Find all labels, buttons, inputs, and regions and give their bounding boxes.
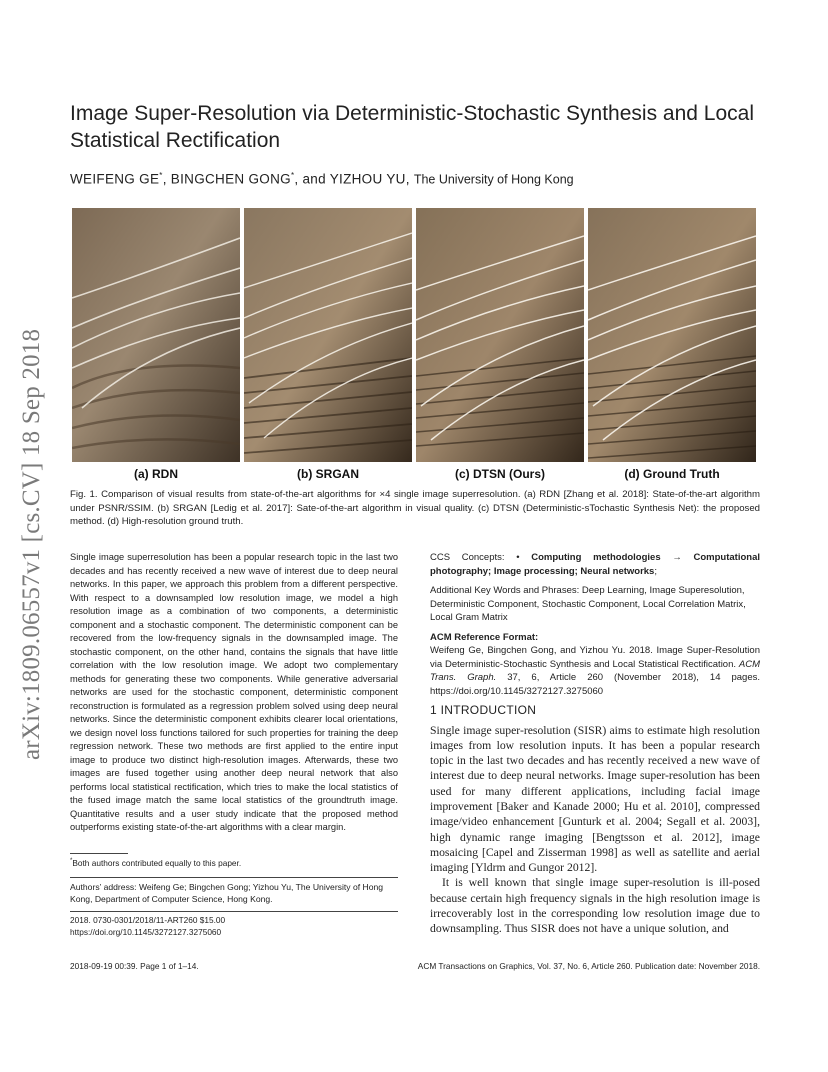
equal-contribution-marker: * bbox=[159, 171, 163, 180]
keywords: Additional Key Words and Phrases: Deep Learning, Image Superesolution, Deterministic Component, Stochastic Component, Local Correlation Matrix, Local Gram Matrix bbox=[430, 585, 746, 623]
right-column bbox=[430, 551, 760, 937]
paper-title: Image Super-Resolution via Deterministic-Stochastic Synthesis and Local Statistical Rectification bbox=[70, 102, 754, 152]
acm-reference-text: Weifeng Ge, Bingchen Gong, and Yizhou Yu. 2018. Image Super-Resolution via Deterministic-Stochastic Synthesis and Local Statistical Rectification. bbox=[430, 645, 760, 670]
figure-panel-srgan bbox=[244, 208, 412, 462]
author-name: WEIFENG GE bbox=[70, 171, 160, 187]
ccs-prefix: CCS Concepts: • bbox=[430, 552, 520, 563]
acm-reference-heading: ACM Reference Format: bbox=[430, 631, 539, 643]
intro-paragraph: Single image super-resolution (SISR) aims to estimate high resolution images from low resolution inputs. It has been a popular research topic in the last two decades and has recently received a new wave of interest due to deep neural networks. Image super-resolution has been used for many different applications, including facial image improvement [Baker and Kanade 2000; Hu et al. 2010], compressed image/video enhancement [Gunturk et al. 2004; Segall et al. 2003], high dynamic range imaging [Bengtsson et al. 2012], image mosaicing [Capel and Zisserman 1998] as well as satellite and aerial imaging [Yldrm and Gungor 2012]. bbox=[430, 723, 760, 875]
footnote-text: Both authors contributed equally to this paper. bbox=[72, 858, 242, 868]
equal-contribution-marker: * bbox=[290, 171, 295, 180]
figure-panel-ground-truth bbox=[588, 208, 756, 462]
author-affiliation: The University of Hong Kong bbox=[413, 172, 574, 187]
abstract: Single image superresolution has been a popular research topic in the last two decades and has recently received a new wave of interest due to deep neural networks. In this paper, we approach this problem from a different perspective. With respect to a downsampled low resolution image, we model a high resolution image as a combination of two components, a deterministic component and a stochastic component. The deterministic component can be recovered from the low-frequency signals in the downsampled image. The stochastic component, on the other hand, contains the signals that have little correlation with the low resolution image. We adopt two complementary methods for generating these two components. While generative adversarial networks are used for the stochastic component, deterministic component reconstruction is formulated as a regression problem solved using deep neural networks. Since the deterministic component exhibits clearer local orientations, we design novel loss functions tailored for such properties for training the deep regression network. These two methods are first applied to the entire input image to produce two distinct high-resolution images. Afterwards, these two images are fused together using another deep neural network that also performs local statistical rectification, which tries to make the local statistics of the fused image match the same local statistics of the groundtruth image. Quantitative results and a user study indicate that the proposed method outperforms existing state-of-the-art algorithms with a clear margin. bbox=[70, 552, 398, 832]
ccs-suffix: ; bbox=[654, 565, 657, 577]
introduction-body bbox=[430, 723, 760, 937]
authors-address: Authors’ address: Weifeng Ge; Bingchen Gong; Yizhou Yu, The University of Hong Kong, Department of Computer Science, Hong Kong. bbox=[70, 882, 384, 904]
fur-image-rdn bbox=[72, 208, 240, 462]
copyright-line: 2018. 0730-0301/2018/11-ART260 $15.00 bbox=[70, 915, 226, 925]
copyright-divider bbox=[70, 911, 398, 912]
panel-label-dtsn: (c) DTSN (Ours) bbox=[455, 467, 545, 481]
figure-panel-rdn bbox=[72, 208, 240, 462]
panel-label-ground-truth: (d) Ground Truth bbox=[624, 467, 720, 481]
section-heading-introduction: 1 INTRODUCTION bbox=[430, 703, 537, 717]
page-footer-left: 2018-09-19 00:39. Page 1 of 1–14. bbox=[70, 961, 199, 971]
author-name: and YIZHOU YU, bbox=[302, 171, 410, 187]
acm-reference-details: 37, 6, Article 260 (November 2018), 14 pages. https://doi.org/10.1145/3272127.3275060 bbox=[430, 672, 760, 697]
page-footer-right: ACM Transactions on Graphics, Vol. 37, No. 6, Article 260. Publication date: November 2018. bbox=[417, 961, 760, 971]
figure-caption: Fig. 1. Comparison of visual results from state-of-the-art algorithms for ×4 single image superresolution. (a) RDN [Zhang et al. 2018]: State-of-the-art algorithm under PSNR/SSIM. (b) SRGAN [Ledig et al. 2017]: Sate-of-the-art algorithm in visual quality. (c) DTSN (Deterministic-sTochastic Synthesis Net): the proposed method. (d) High-resolution ground truth. bbox=[70, 489, 760, 528]
ccs-concepts-list: Computing methodologies → Computational photography; Image processing; Neural networks bbox=[430, 552, 761, 577]
footnote-marker: * bbox=[70, 858, 73, 865]
author-line: WEIFENG GE*, BINGCHEN GONG*, and YIZHOU YU, The University of Hong Kong bbox=[70, 171, 574, 187]
acm-reference bbox=[430, 644, 760, 698]
footnote-divider bbox=[70, 853, 128, 854]
fur-image-srgan bbox=[244, 208, 412, 462]
author-name: BINGCHEN GONG bbox=[170, 171, 291, 187]
doi-link[interactable]: https://doi.org/10.1145/3272127.3275060 bbox=[70, 926, 222, 937]
copyright-block bbox=[70, 915, 398, 938]
intro-paragraph: It is well known that single image super-resolution is ill-posed because certain high frequency signals in the high resolution image is irrecoverably lost in the corresponding low resolution image due to downsampling. Thus SISR does not have a unique solution, and bbox=[430, 876, 760, 936]
address-divider bbox=[70, 877, 398, 878]
arxiv-stamp bbox=[4, 285, 64, 760]
arxiv-stamp-text: arXiv:1809.06557v1 [cs.CV] 18 Sep 2018 bbox=[18, 328, 45, 760]
acm-reference-journal: ACM Trans. Graph. bbox=[430, 658, 760, 683]
panel-label-rdn: (a) RDN bbox=[134, 467, 178, 481]
figure-panel-dtsn bbox=[416, 208, 584, 462]
fur-image-ground-truth bbox=[588, 208, 756, 462]
fur-image-dtsn bbox=[416, 208, 584, 462]
footnote bbox=[70, 858, 398, 868]
ccs-concepts bbox=[430, 551, 760, 578]
panel-label-srgan: (b) SRGAN bbox=[297, 467, 359, 481]
